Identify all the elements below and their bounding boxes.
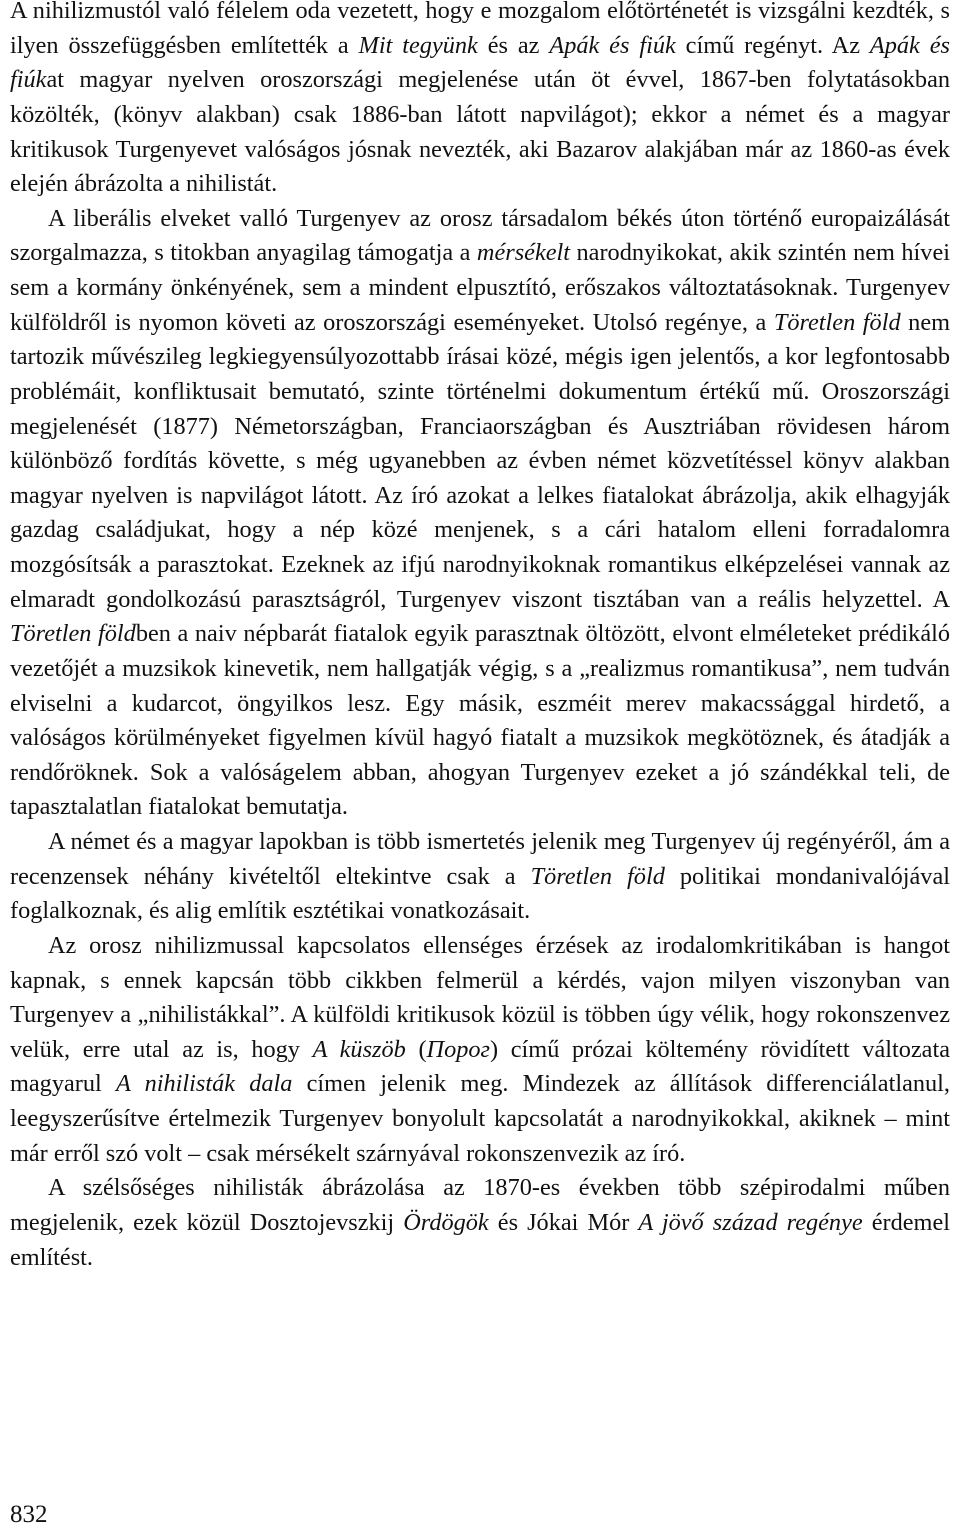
paragraph-text: at magyar nyelven oroszországi megjelenése után öt évvel, 1867-ben folytatásokban közölték, (könyv alakban) csak 1886-ban látott napvilágot); ekkor a német és a magyar kritikusok Turgenyevet valóságos jósnak nevezték, aki Bazarov alakjában már az 1860-as évek elején ábrázolta a nihilistát.: [10, 66, 950, 198]
paragraph-text: és Jókai Mór: [488, 1208, 639, 1236]
paragraph-text: és az: [477, 31, 550, 59]
paragraph-text: A liberális elveket valló Turgenyev az orosz társadalom békés úton történő europaizálását szorgalmazza, s titokban anyagilag támogatja a: [10, 204, 950, 267]
italic-title-text: Mit tegyünk: [358, 31, 478, 59]
paragraph-text: ) című prózai költemény rövidített változata magyarul: [10, 1035, 950, 1098]
paragraph-text: című regényt. Az: [675, 31, 870, 59]
italic-title-text: A nihilisták dala: [115, 1070, 293, 1098]
paragraph-text: nem tartozik művészileg legkiegyensúlyozottabb írásai közé, mégis igen jelentős, a kor legfontosabb problémáit, konfliktusait bemutató, szinte történelmi dokumentum értékű mű. Oroszországi megjelenését (1877) Németországban, Franciaországban és Ausztriában rövidesen három különböző fordítás követte, s még ugyanebben az évben német közvetítéssel könyv alakban magyar nyelven is napvilágot látott. Az író azokat a lelkes fiatalokat ábrázolja, akik elhagyják gazdag családjukat, hogy a nép közé menjenek, s a cári hatalom elleni forradalomra mozgósítsák a parasztokat. Ezeknek az ifjú narodnyikoknak romantikus elképzelései vannak az elmaradt gondolkozású parasztságról, Turgenyev viszont tisztában van a reális helyzettel. A: [10, 308, 951, 613]
paragraph-text: A német és a magyar lapokban is több ismertetés jelenik meg Turgenyev új regényéről, ám a recenzensek néhány kivételtől eltekintve csak a: [10, 828, 950, 890]
italic-title-text: A küszöb: [312, 1035, 406, 1063]
body-text: [10, 0, 950, 1275]
paragraph-text: A nihilizmustól való félelem oda vezetett, hogy e mozgalom előtörténetét is vizsgálni kezdték, s ilyen összefüggésben említették a: [10, 0, 950, 59]
italic-title-text: Apák és fiúk: [549, 31, 676, 59]
italic-title-text: Töretlen föld: [530, 862, 665, 890]
paragraph: [10, 0, 950, 202]
page-number: 832: [10, 1501, 48, 1528]
italic-title-text: Ördögök: [403, 1208, 489, 1236]
italic-title-text: Töretlen föld: [773, 308, 901, 336]
paragraph: [10, 929, 950, 1171]
italic-title-text: mérsékelt: [476, 239, 571, 267]
paragraph-text: Az orosz nihilizmussal kapcsolatos ellenséges érzések az irodalomkritikában is hangot kapnak, s ennek kapcsán több cikkben felmerül a kérdés, vajon milyen viszonyban van Turgenyev a „nihilistákkal”. A külföldi kritikusok közül is többen úgy vélik, hogy rokonszenvez velük, erre utal az is, hogy: [10, 931, 950, 1063]
italic-title-text: Apák és fiúk: [10, 31, 950, 94]
paragraph: [10, 1171, 950, 1275]
paragraph-text: ben a naiv népbarát fiatalok egyik parasztnak öltözött, elvont elméleteket prédikáló vezetőjét a muzsikok kinevetik, nem hallgatják végig, s a „realizmus romantikusa”, nem tudván elviselni a kudarcot, öngyilkos lesz. Egy másik, eszméit merev makacssággal hirdető, a valóságos körülményeket figyelmen kívül hagyó fiatalt a muzsikok megkötöznek, és átadják a rendőröknek. Sok a valóságelem abban, ahogyan Turgenyev ezeket a jó szándékkal teli, de tapasztalatlan fiatalokat bemutatja.: [10, 620, 951, 821]
paragraph-text: politikai mondanivalójával foglalkoznak, és alig említik esztétikai vonatkozásait.: [10, 862, 950, 925]
italic-title-text: Порог: [426, 1035, 491, 1063]
italic-title-text: A jövő század regénye: [638, 1208, 863, 1236]
paragraph-text: A szélsőséges nihilisták ábrázolása az 1870-es években több szépirodalmi műben megjelenik, ezek közül Dosztojevszkij: [10, 1174, 950, 1236]
paragraph-text: érdemel említést.: [10, 1208, 950, 1271]
paragraph-text: címen jelenik meg. Mindezek az állítások differenciálatlanul, leegyszerűsítve értelmezik Turgenyev bonyolult kapcsolatát a narodnyikokkal, akiknek – mint már erről szó volt – csak mérsékelt szárnyával rokonszenvezik az író.: [10, 1070, 950, 1167]
paragraph: [10, 202, 950, 825]
italic-title-text: Töretlen föld: [10, 620, 136, 648]
paragraph: [10, 825, 950, 929]
paragraph-text: (: [405, 1035, 427, 1063]
paragraph-text: narodnyikokat, akik szintén nem hívei sem a kormány önkényének, sem a mindent elpusztító, erőszakos változtatásoknak. Turgenyev külföldről is nyomon követi az oroszországi eseményeket. Utolsó regénye, a: [10, 239, 950, 336]
